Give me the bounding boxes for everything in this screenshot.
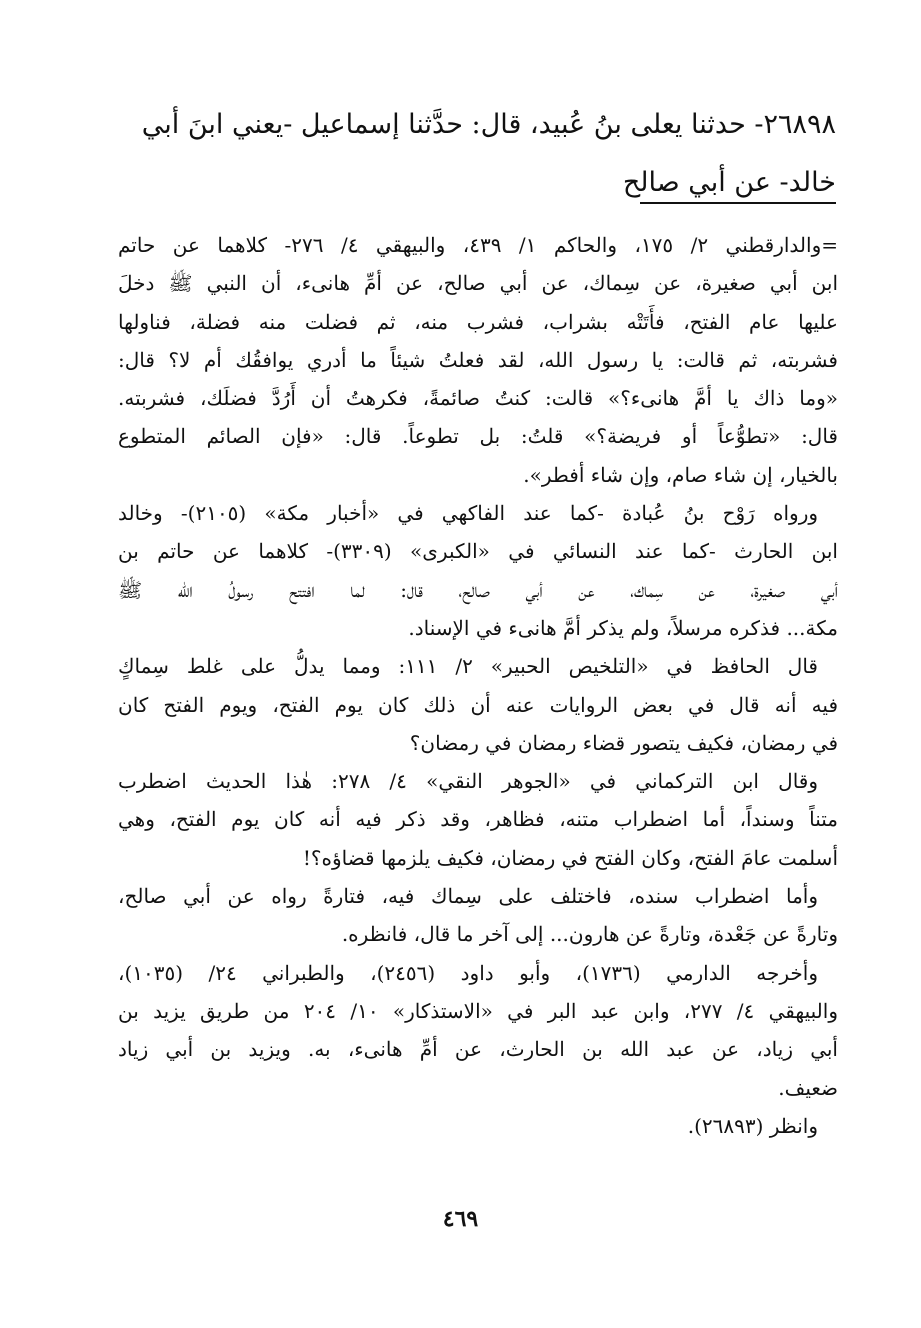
- footnote-line: «وما ذاك يا أمَّ هانىء؟» قالت: كنتُ صائمةً، فكرهتُ أن أَرُدَّ فضلَك، فشربته.: [118, 386, 838, 411]
- footnote-paragraph: [118, 1107, 838, 1145]
- page-number: ٤٦٩: [442, 1206, 479, 1232]
- footnote-line: ابن أبي صغيرة، عن سِماك، عن أبي صالح، عن أمِّ هانىء، أن النبي ﷺ دخلَ: [118, 271, 838, 296]
- footnote-line: بالخيار، إن شاء صام، وإن شاء أفطر».: [523, 462, 838, 487]
- footnote-line: عليها عام الفتح، فأَتَتْه بشراب، فشرب منه، ثم فضلت منه فضلة، فناولها: [118, 309, 838, 334]
- footnote-line: ابن الحارث -كما عند النسائي في «الكبرى» (٣٣٠٩)- كلاهما عن حاتم بن: [118, 539, 838, 564]
- footnote-paragraph: [118, 494, 838, 647]
- footnote-line: متناً وسنداً، أما اضطراب متنه، فظاهر، وقد ذكر فيه أنه كان يوم الفتح، وهي: [118, 807, 838, 832]
- hadith-line: ٢٦٨٩٨- حدثنا يعلى بنُ عُبيد، قال: حدَّثنا إسماعيل -يعني ابنَ أبي: [141, 109, 836, 140]
- footnote-line: والبيهقي ٤/ ٢٧٧، وابن عبد البر في «الاستذكار» ١٠/ ٢٠٤ من طريق يزيد بن: [118, 998, 838, 1023]
- footnote-line: وأما اضطراب سنده، فاختلف على سِماك فيه، فتارةً رواه عن أبي صالح،: [118, 884, 818, 909]
- footnote-line: وقال ابن التركماني في «الجوهر النقي» ٤/ ٢٧٨: هٰذا الحديث اضطرب: [118, 769, 819, 794]
- footnote-line: أبي زياد، عن عبد الله بن الحارث، عن أمِّ هانىء، به. ويزيد بن أبي زياد: [118, 1037, 838, 1062]
- footnote-line: في رمضان، فكيف يتصور قضاء رمضان في رمضان؟: [409, 730, 838, 755]
- footnote-block: [118, 226, 838, 1145]
- footnote-separator: [640, 202, 836, 204]
- footnote-line: قال: «تطوُّعاً أو فريضة؟» قلتُ: بل تطوعاً. قال: «فإن الصائم المتطوع: [118, 424, 838, 449]
- footnote-paragraph: [118, 647, 838, 762]
- footnote-line: أبي صغيرة، عن سِماك، عن أبي صالح، قال: لما افتتح رسولُ الله ﷺ: [118, 577, 838, 602]
- footnote-line: ورواه رَوْح بنُ عُبادة -كما عند الفاكهي في «أخبار مكة» (٢١٠٥)- وخالد: [118, 501, 819, 526]
- footnote-paragraph: [118, 226, 838, 494]
- footnote-line: مكة... فذكره مرسلاً، ولم يذكر أمَّ هانىء في الإسناد.: [408, 615, 838, 640]
- footnote-paragraph: [118, 877, 838, 954]
- footnote-line: وانظر (٢٦٨٩٣).: [687, 1113, 818, 1138]
- footnote-line: =والدارقطني ٢/ ١٧٥، والحاكم ١/ ٤٣٩، والبيهقي ٤/ ٢٧٦- كلاهما عن حاتم: [118, 233, 838, 257]
- hadith-line: خالد- عن أبي صالح: [622, 167, 836, 198]
- footnote-line: قال الحافظ في «التلخيص الحبير» ٢/ ١١١: ومما يدلُّ على غلط سِماكٍ: [118, 654, 818, 679]
- footnote-line: وتارةً عن جَعْدة، وتارةً عن هارون... إلى آخر ما قال، فانظره.: [341, 922, 838, 947]
- footnote-line: وأخرجه الدارمي (١٧٣٦)، وأبو داود (٢٤٥٦)، والطبراني ٢٤/ (١٠٣٥)،: [118, 960, 818, 985]
- hadith-text: [118, 96, 836, 212]
- footnote-paragraph: [118, 762, 838, 877]
- footnote-line: أسلمت عامَ الفتح، وكان الفتح في رمضان، فكيف يلزمها قضاؤه؟!: [302, 845, 838, 870]
- footnote-line: فشربته، ثم قالت: يا رسول الله، لقد فعلتُ شيئاً ما أدري يوافقُك أم لا؟ قال:: [118, 347, 838, 372]
- footnote-line: فيه أنه قال في بعض الروايات عنه أن ذلك كان يوم الفتح، ويوم الفتح كان: [118, 692, 838, 717]
- footnote-paragraph: [118, 954, 838, 1107]
- footnote-line: ضعيف.: [778, 1075, 838, 1100]
